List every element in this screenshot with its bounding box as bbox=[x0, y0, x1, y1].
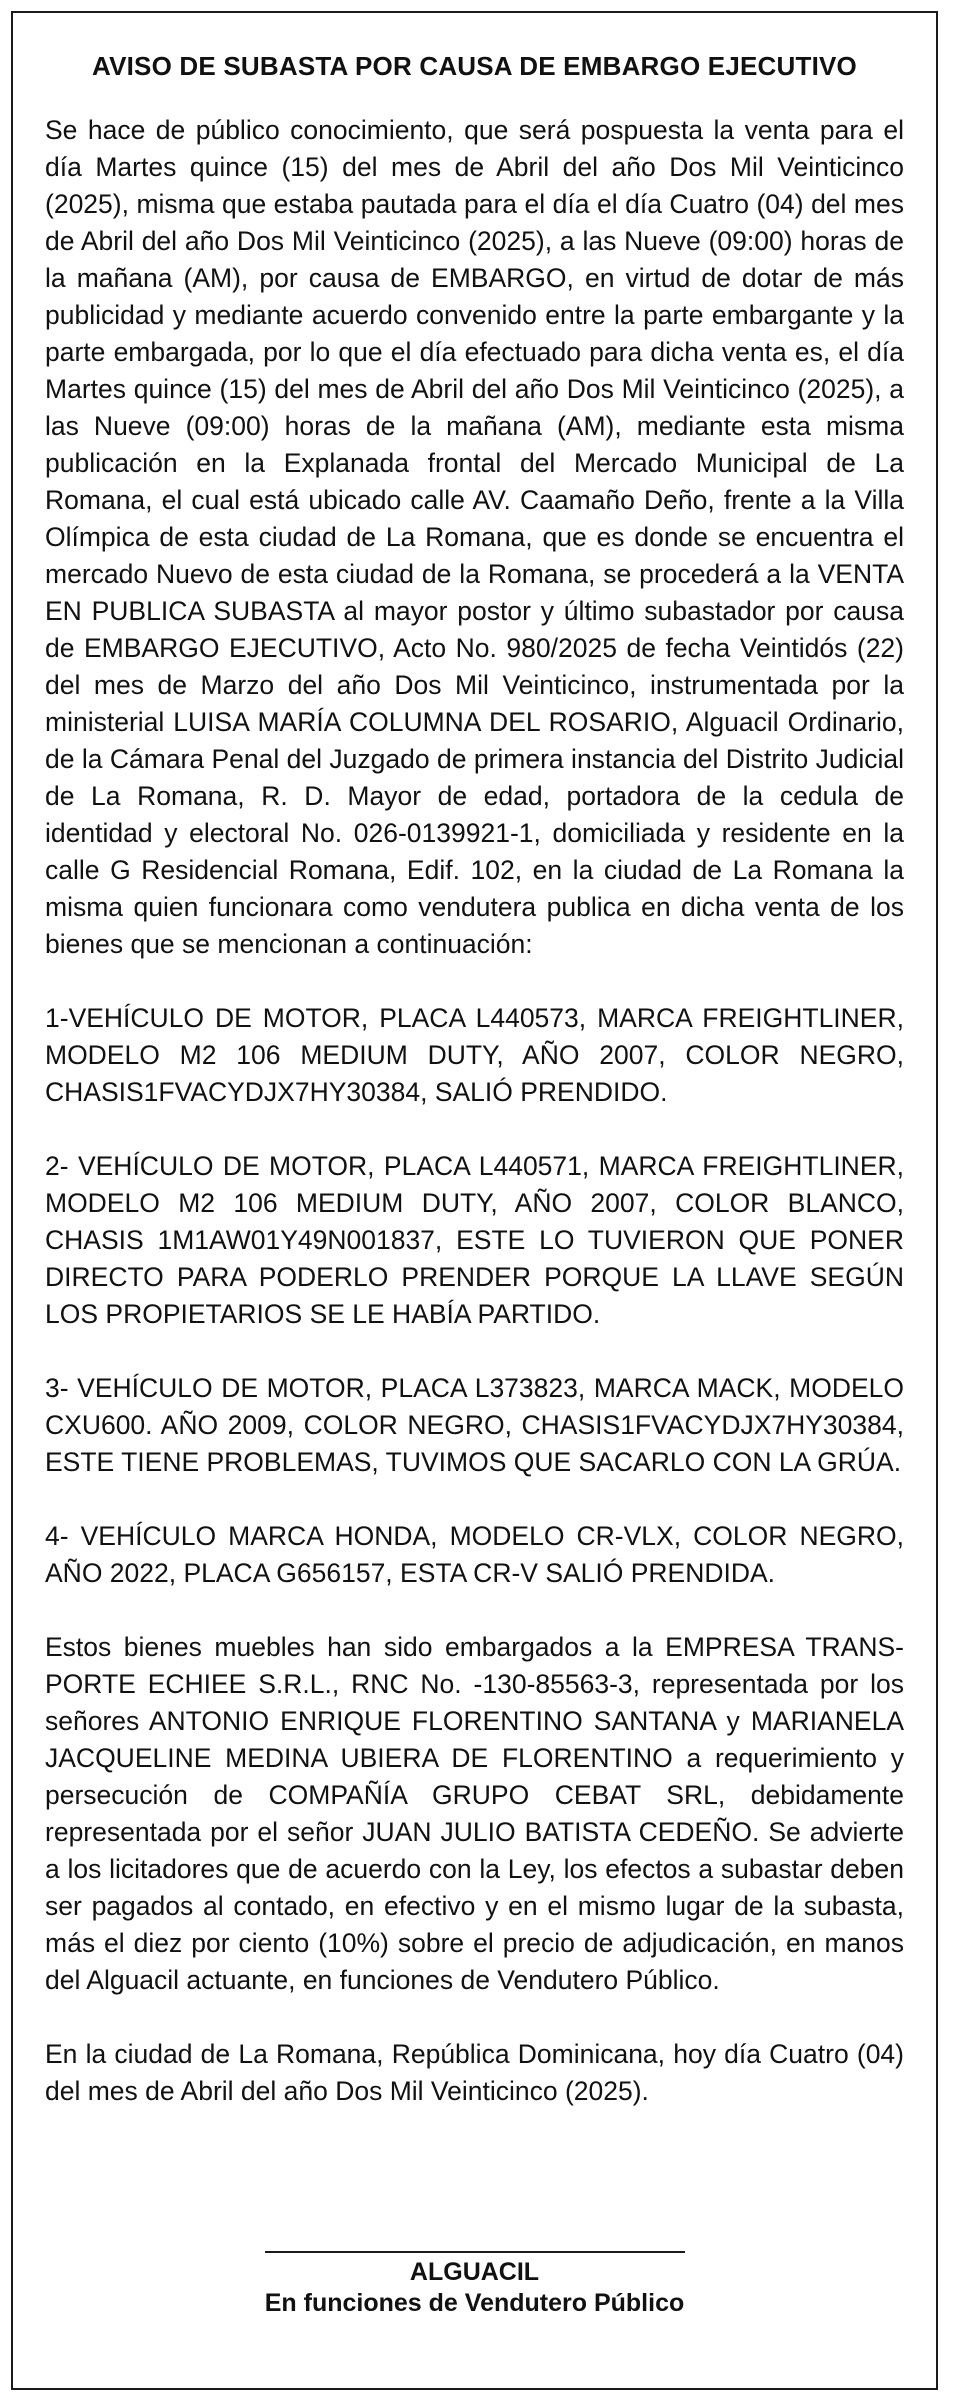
vehicle-item-2: 2- VEHÍCULO DE MOTOR, PLACA L440571, MARCA FREIGHTLINER, MODELO M2 106 MEDIUM DUTY, AÑO 2007, COLOR BLANCO, CHASIS 1M1AW01Y49N001837, ESTE LO TUVIERON QUE PONER DIRECTO PARA PODERLO PRENDER PORQUE LA LLAVE SEGÚN LOS PROPIETARIOS SE LE HABÍA PARTIDO. bbox=[45, 1151, 904, 1329]
vehicle-item-1: 1-VEHÍCULO DE MOTOR, PLACA L440573, MARCA FREIGHTLINER, MODELO M2 106 MEDIUM DUTY, AÑO 2007, COLOR NEGRO, CHASIS1FVACYDJX7HY30384, SALIÓ PRENDIDO. bbox=[45, 1003, 904, 1107]
notice-title: AVISO DE SUBASTA POR CAUSA DE EMBARGO EJECUTIVO bbox=[92, 51, 857, 81]
place-date-paragraph: En la ciudad de La Romana, República Dominicana, hoy día Cuatro (04) del mes de Abril del año Dos Mil Veinticinco (2025). bbox=[45, 2039, 904, 2106]
auction-notice bbox=[11, 11, 938, 2390]
vehicle-item-3: 3- VEHÍCULO DE MOTOR, PLACA L373823, MARCA MACK, MODELO CXU600. AÑO 2009, COLOR NEGRO, CHASIS1FVACYDJX7HY30384, ESTE TIENE PROBLEMAS, TUVIMOS QUE SACARLO CON LA GRÚA. bbox=[45, 1373, 904, 1477]
signature-line bbox=[265, 2251, 685, 2253]
vehicle-item-4: 4- VEHÍCULO MARCA HONDA, MODELO CR-VLX, COLOR NEGRO, AÑO 2022, PLACA G656157, ESTA CR-V SALIÓ PRENDIDA. bbox=[45, 1521, 904, 1588]
intro-paragraph: Se hace de público conocimiento, que será pospuesta la venta para el día Martes quince (15) del mes de Abril del año Dos Mil Veinticinco (2025), misma que estaba pautada para el día el día Cuatro (04) del mes de Abril del año Dos Mil Veinticinco (2025), a las Nueve (09:00) horas de la mañana (AM), por causa de EMBARGO, en virtud de dotar de más publicidad y mediante acuerdo convenido entre la parte embargante y la parte embargada, por lo que el día efectuado para dicha venta es, el día Martes quince (15) del mes de Abril del año Dos Mil Veinticinco (2025), a las Nueve (09:00) horas de la mañana (AM), mediante esta misma publicación en la Explanada frontal del Mercado Municipal de La Romana, el cual está ubicado calle AV. Caamaño Deño, frente a la Villa Olímpica de esta ciudad de La Romana, que es donde se encuentra el mercado Nuevo de esta ciudad de la Romana, se procederá a la VENTA EN PUBLICA SUBASTA al mayor postor y último subastador por causa de EMBARGO EJECUTIVO, Acto No. 980/2025 de fecha Veintidós (22) del mes de Marzo del año Dos Mil Veinticinco, instrumentada por la ministerial LUISA MARÍA COLUMNA DEL ROSARIO, Alguacil Ordinario, de la Cámara Penal del Juzgado de primera instancia del Distrito Judicial de La Romana, R. D. Mayor de edad, portadora de la cedula de identidad y electoral No. 026-0139921-1, domiciliada y residente en la calle G Residencial Romana, Edif. 102, en la ciudad de La Romana la misma quien funcionara como vendutera publica en dicha venta de los bienes que se mencionan a continuación: bbox=[45, 115, 904, 959]
terms-paragraph: Estos bienes muebles han sido embargados a la EMPRESA TRANSPORTE ECHIEE S.R.L., RNC No. -130-85563-3, representada por los señores ANTONIO ENRIQUE FLORENTINO SANTANA y MARIANELA JACQUELINE MEDINA UBIERA DE FLORENTINO a requerimiento y persecución de COMPAÑÍA GRUPO CEBAT SRL, debidamente representada por el señor JUAN JULIO BATISTA CEDEÑO. Se advierte a los licitadores que de acuerdo con la Ley, los efectos a subastar deben ser pagados al contado, en efectivo y en el mismo lugar de la subasta, más el diez por ciento (10%) sobre el precio de adjudicación, en manos del Alguacil actuante, en funciones de Vendutero Público. bbox=[45, 1632, 904, 1995]
signature-subtitle: En funciones de Vendutero Público bbox=[264, 2289, 685, 2317]
signature-block bbox=[13, 2251, 936, 2319]
signature-title: ALGUACIL bbox=[409, 2258, 540, 2286]
